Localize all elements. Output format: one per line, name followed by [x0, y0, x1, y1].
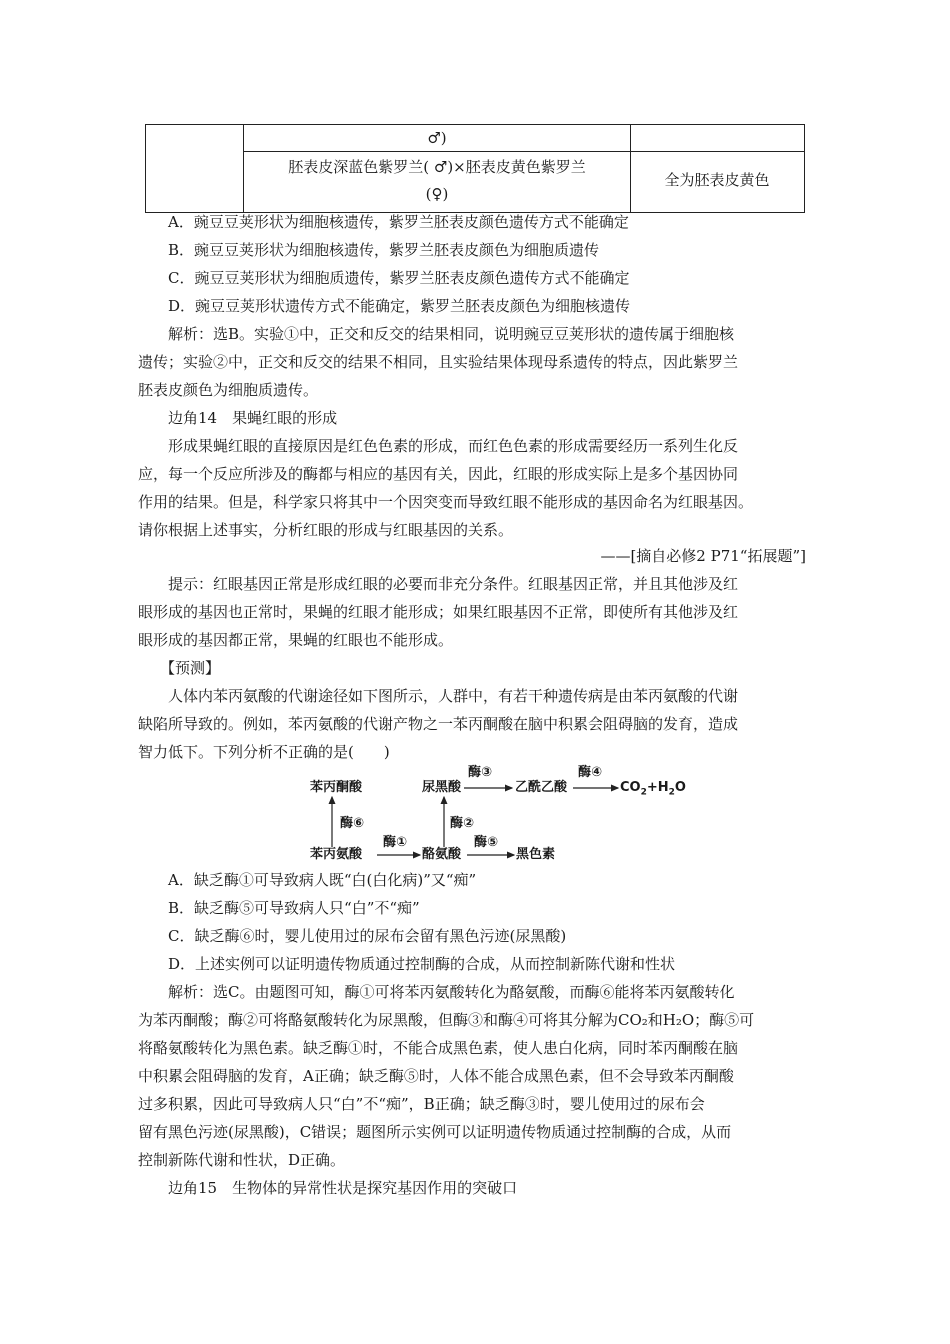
h2o-o-label: O [674, 780, 686, 795]
table-cell-result: 全为胚表皮黄色 [664, 171, 770, 189]
cross-experiment-table [145, 124, 805, 213]
node-melanin: 黑色素 [516, 847, 556, 862]
node-phenylpyruvate: 苯丙酮酸 [310, 780, 363, 795]
label-enzyme3: 酶③ [468, 765, 493, 780]
analysis-line: 解析：选C。由题图可知，酶①可将苯丙氨酸转化为酪氨酸，而酶⑥能将苯丙氨酸转化 [168, 983, 735, 1001]
question-line: 缺陷所导致的。例如，苯丙氨酸的代谢产物之一苯丙酮酸在脑中积累会阻碍脑的发育，造成 [138, 715, 739, 733]
label-enzyme1: 酶① [383, 835, 408, 850]
analysis-line: 控制新陈代谢和性状，D正确。 [138, 1151, 346, 1169]
hint-line: 眼形成的基因也正常时，果蝇的红眼才能形成；如果红眼基因不正常，即使所有其他涉及红 [138, 603, 739, 621]
analysis-line: 遗传；实验②中，正交和反交的结果不相同，且实验结果体现母系遗传的特点，因此紫罗兰 [138, 353, 739, 371]
paragraph-line: 应，每一个反应所涉及的酶都与相应的基因有关，因此，红眼的形成实际上是多个基因协同 [138, 465, 739, 483]
question-line: 人体内苯丙氨酸的代谢途径如下图所示，人群中，有若干种遗传病是由苯丙氨酸的代谢 [168, 687, 739, 705]
analysis-line: 留有黑色污迹(尿黑酸)，C错误；题图所示实例可以证明遗传物质通过控制酶的合成，从而 [138, 1123, 732, 1141]
metabolic-pathway-diagram [300, 765, 700, 870]
hint-line: 眼形成的基因都正常，果蝇的红眼也不能形成。 [138, 631, 454, 649]
node-phenylalanine: 苯丙氨酸 [310, 847, 363, 862]
table-row-divider [243, 151, 804, 152]
co2-subscript: 2 [640, 787, 647, 798]
co2-label: CO [620, 780, 641, 795]
source-citation: ——[摘自必修2 P71“拓展题”] [600, 547, 806, 565]
section-title: 边角14 果蝇红眼的形成 [168, 409, 338, 427]
table-cell-cross-line1: 胚表皮深蓝色紫罗兰( ♂)×胚表皮黄色紫罗兰 [288, 158, 586, 176]
option-a: A．缺乏酶①可导致病人既“白(白化病)”又“痴” [168, 871, 477, 889]
plus-h2-label: +H [646, 780, 669, 795]
section-title: 边角15 生物体的异常性状是探究基因作用的突破口 [168, 1179, 518, 1197]
paragraph-line: 形成果蝇红眼的直接原因是红色色素的形成，而红色色素的形成需要经历一系列生化反 [168, 437, 739, 455]
node-acetoacetate: 乙酰乙酸 [515, 780, 568, 795]
table-cell-cross-line2: (♀) [425, 185, 449, 203]
analysis-line: 解析：选B。实验①中，正交和反交的结果相同，说明豌豆豆荚形状的遗传属于细胞核 [168, 325, 735, 343]
analysis-line: 胚表皮颜色为细胞质遗传。 [138, 381, 319, 399]
option-c: C．豌豆豆荚形状为细胞质遗传，紫罗兰胚表皮颜色遗传方式不能确定 [168, 269, 630, 287]
option-a: A．豌豆豆荚形状为细胞核遗传，紫罗兰胚表皮颜色遗传方式不能确定 [168, 213, 629, 231]
node-tyrosine: 酪氨酸 [422, 847, 462, 862]
option-b: B．缺乏酶⑤可导致病人只“白”不“痴” [168, 899, 420, 917]
label-enzyme5: 酶⑤ [474, 835, 499, 850]
paragraph-line: 作用的结果。但是，科学家只将其中一个因突变而导致红眼不能形成的基因命名为红眼基因。 [138, 493, 754, 511]
analysis-line: 过多积累，因此可导致病人只“白”不“痴”，B正确；缺乏酶③时，婴儿使用过的尿布会 [138, 1095, 705, 1113]
h2o-subscript: 2 [668, 787, 675, 798]
analysis-line: 中积累会阻碍脑的发育，A正确；缺乏酶⑤时，人体不能合成黑色素，但不会导致苯丙酮酸 [138, 1067, 734, 1085]
option-d: D．上述实例可以证明遗传物质通过控制酶的合成，从而控制新陈代谢和性状 [168, 955, 676, 973]
node-homogentisate: 尿黑酸 [422, 780, 462, 795]
node-co2-h2o [620, 780, 686, 801]
option-b: B．豌豆豆荚形状为细胞核遗传，紫罗兰胚表皮颜色为细胞质遗传 [168, 241, 600, 259]
label-enzyme4: 酶④ [578, 765, 603, 780]
label-enzyme6: 酶⑥ [340, 816, 365, 831]
prediction-heading: 【预测】 [160, 659, 221, 677]
hint-line: 提示：红眼基因正常是形成红眼的必要而非充分条件。红眼基因正常，并且其他涉及红 [168, 575, 739, 593]
question-line: 智力低下。下列分析不正确的是( ) [138, 743, 390, 761]
option-d: D．豌豆豆荚形状遗传方式不能确定，紫罗兰胚表皮颜色为细胞核遗传 [168, 297, 631, 315]
analysis-line: 将酪氨酸转化为黑色素。缺乏酶①时，不能合成黑色素，使人患白化病，同时苯丙酮酸在脑 [138, 1039, 739, 1057]
analysis-line: 为苯丙酮酸；酶②可将酪氨酸转化为尿黑酸，但酶③和酶④可将其分解为CO₂和H₂O；酶⑤可 [138, 1011, 755, 1029]
paragraph-line: 请你根据上述事实，分析红眼的形成与红眼基因的关系。 [138, 521, 514, 539]
option-c: C．缺乏酶⑥时，婴儿使用过的尿布会留有黑色污迹(尿黑酸) [168, 927, 567, 945]
label-enzyme2: 酶② [450, 816, 475, 831]
table-cell-cross-top: ♂) [427, 129, 447, 147]
